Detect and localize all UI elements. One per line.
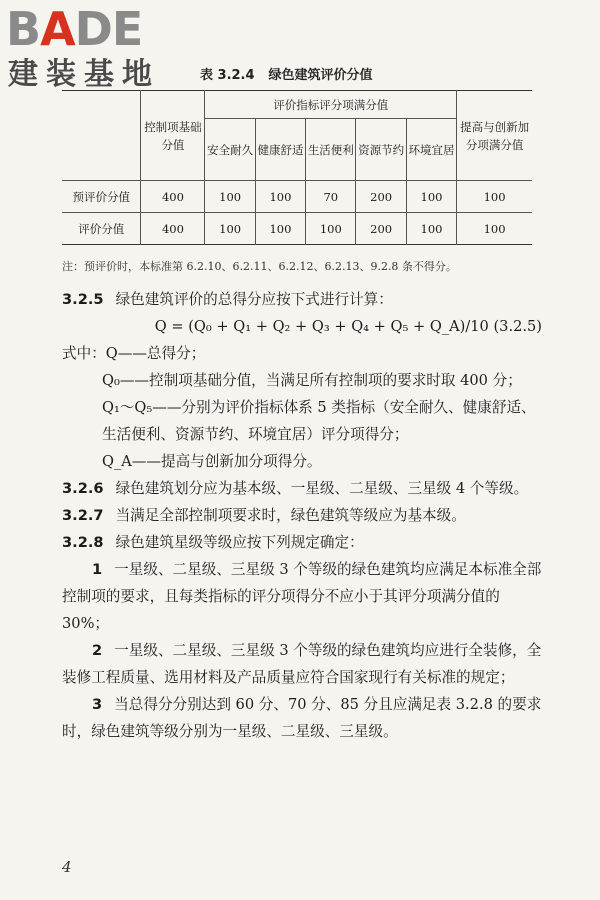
bade-logo	[6, 4, 176, 92]
clause-number: 3.2.8	[62, 534, 104, 551]
clause-3-2-6	[62, 475, 542, 502]
table-cell: 100	[457, 181, 532, 213]
table-cell: 100	[406, 181, 456, 213]
header-group: 评价指标评分项满分值	[205, 91, 457, 119]
score-table	[62, 90, 532, 245]
formula-where: 式中：Q——总得分；	[62, 345, 206, 362]
clause-number: 3.2.5	[62, 291, 104, 308]
clause-text: 绿色建筑评价的总得分应按下式进行计算：	[115, 291, 393, 308]
table-cell: 100	[406, 213, 456, 245]
clause-3-2-8	[62, 529, 542, 556]
table-row	[62, 181, 532, 213]
table-cell: 100	[205, 181, 255, 213]
table-caption-number: 表 3.2.4	[200, 68, 255, 83]
body-text	[62, 286, 542, 745]
definition-q0: Q₀——控制项基础分值，当满足所有控制项的要求时取 400 分；	[102, 372, 522, 389]
table-note: 注：预评价时，本标准第 6.2.10、6.2.11、6.2.12、6.2.13、9.2.8 条不得分。	[62, 260, 457, 273]
table-cell: 70	[306, 181, 356, 213]
item-number: 3	[92, 696, 103, 713]
table-caption	[200, 64, 373, 83]
list-item	[62, 556, 542, 637]
row-label: 预评价分值	[62, 181, 141, 213]
item-text: 一星级、二星级、三星级 3 个等级的绿色建筑均应满足本标准全部控制项的要求，且每类指标的评分项得分不应小于其评分项满分值的 30%；	[62, 561, 542, 632]
logo-wordmark: BADE	[6, 2, 143, 56]
item-number: 2	[92, 642, 103, 659]
header-subcol: 资源节约	[356, 119, 406, 181]
definition-qa: Q_A——提高与创新加分项得分。	[102, 453, 322, 470]
table-cell: 100	[255, 181, 305, 213]
table-cell: 400	[141, 181, 205, 213]
table-cell: 200	[356, 213, 406, 245]
clause-text: 绿色建筑划分应为基本级、一星级、二星级、三星级 4 个等级。	[115, 480, 529, 497]
table-cell: 400	[141, 213, 205, 245]
table-cell: 100	[306, 213, 356, 245]
item-text: 一星级、二星级、三星级 3 个等级的绿色建筑均应进行全装修，全装修工程质量、选用材料及产品质量应符合国家现行有关标准的规定；	[62, 642, 542, 686]
header-subcol: 生活便利	[306, 119, 356, 181]
list-item	[62, 691, 542, 745]
list-item	[62, 637, 542, 691]
header-subcol: 安全耐久	[205, 119, 255, 181]
clause-3-2-5	[62, 286, 542, 313]
clause-text: 绿色建筑星级等级应按下列规定确定：	[115, 534, 364, 551]
item-number: 1	[92, 561, 103, 578]
clause-number: 3.2.7	[62, 507, 104, 524]
clause-number: 3.2.6	[62, 480, 104, 497]
header-subcol: 健康舒适	[255, 119, 305, 181]
table-cell: 100	[457, 213, 532, 245]
table-row	[62, 213, 532, 245]
table-corner-cell	[62, 91, 141, 181]
formula: Q = (Q₀ + Q₁ + Q₂ + Q₃ + Q₄ + Q₅ + Q_A)/10 (3.2.5)	[154, 318, 542, 335]
header-bonus: 提高与创新加分项满分值	[457, 91, 532, 181]
table-caption-title: 绿色建筑评价分值	[268, 68, 373, 83]
table-cell: 100	[205, 213, 255, 245]
header-subcol: 环境宜居	[406, 119, 456, 181]
page-number: 4	[62, 858, 72, 876]
row-label: 评价分值	[62, 213, 141, 245]
logo-subtitle: 建装基地	[8, 57, 160, 92]
item-text: 当总得分分别达到 60 分、70 分、85 分且应满足表 3.2.8 的要求时，绿色建筑等级分别为一星级、二星级、三星级。	[62, 696, 542, 740]
definition-q1-q5: Q₁～Q₅——分别为评价指标体系 5 类指标（安全耐久、健康舒适、生活便利、资源节约、环境宜居）评分项得分；	[102, 399, 536, 443]
table-cell: 100	[255, 213, 305, 245]
clause-3-2-7	[62, 502, 542, 529]
clause-text: 当满足全部控制项要求时，绿色建筑等级应为基本级。	[115, 507, 466, 524]
header-control: 控制项基础分值	[141, 91, 205, 181]
table-cell: 200	[356, 181, 406, 213]
